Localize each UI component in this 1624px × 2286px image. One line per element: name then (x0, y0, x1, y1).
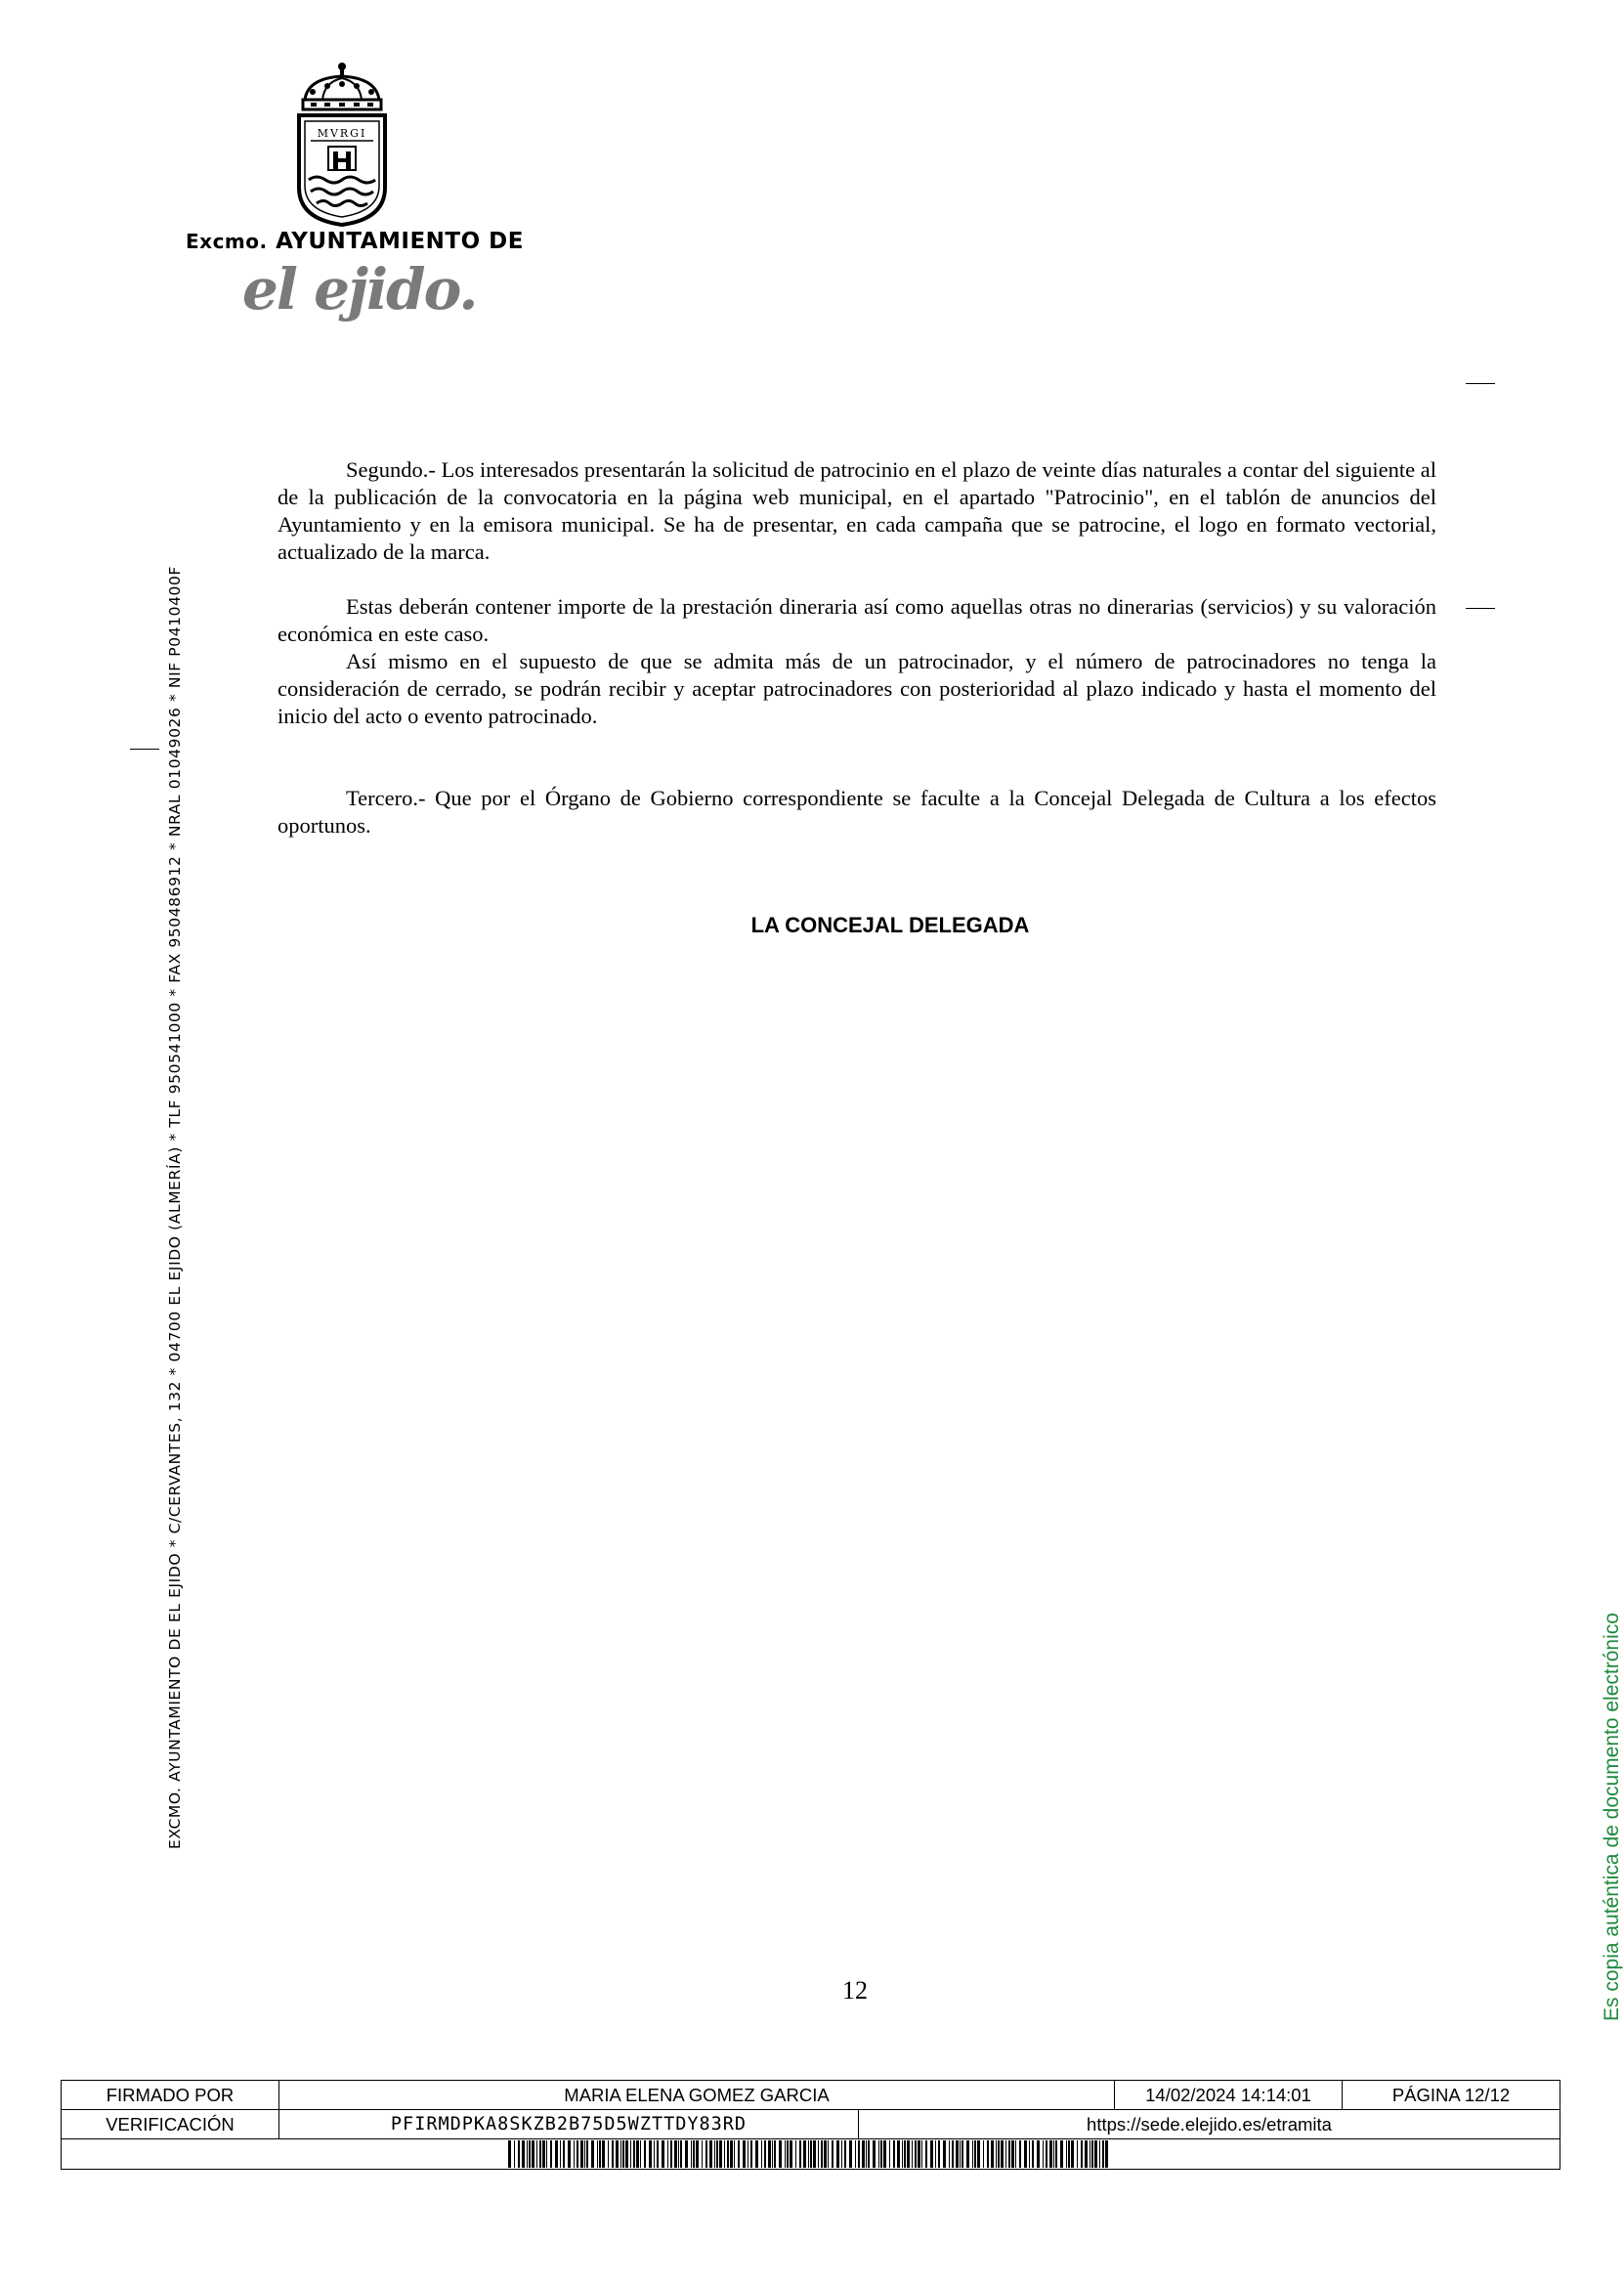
signer-name: MARIA ELENA GOMEZ GARCIA (279, 2081, 1115, 2110)
table-row (62, 2110, 1560, 2139)
right-margin-mark (1466, 608, 1495, 609)
barcode-icon (508, 2140, 1114, 2168)
paragraph-tercero: Tercero.- Que por el Órgano de Gobierno correspondiente se faculte a la Concejal Delegada de Cultura a los efectos oportunos. (278, 786, 1436, 838)
signature-title: LA CONCEJAL DELEGADA (750, 913, 1030, 937)
paragraph-asi-mismo: Así mismo en el supuesto de que se admita más de un patrocinador, y el número de patrocinadores no tenga la consideración de cerrado, se podrán recibir y aceptar patrocinadores con posterioridad al plazo indicado y hasta el momento del inicio del acto o evento patrocinado. (278, 649, 1436, 728)
barcode-cell (62, 2139, 1560, 2170)
side-margin-address: EXCMO. AYUNTAMIENTO DE EL EJIDO * C/CERVANTES, 132 * 04700 EL EJIDO (ALMERÍA) * TLF 950541000 * FAX 950486912 * NRAL 01049026 * NIF P0410400F (166, 566, 184, 1849)
brand-logotype: el ejido. (242, 256, 477, 323)
page-count: PÁGINA 12/12 (1343, 2081, 1560, 2110)
excmo-label: Excmo. (186, 230, 268, 253)
table-row (62, 2081, 1560, 2110)
document-body (278, 456, 1436, 840)
table-row (62, 2139, 1560, 2170)
signature-verification-table (61, 2080, 1560, 2170)
ayuntamiento-label: AYUNTAMIENTO DE (276, 229, 524, 254)
firmado-label: FIRMADO POR (62, 2081, 279, 2110)
page-number: 12 (842, 1976, 868, 2005)
signature-date: 14/02/2024 14:14:01 (1115, 2081, 1343, 2110)
svg-text:MVRGI: MVRGI (317, 127, 367, 140)
left-margin-mark (130, 749, 159, 750)
coat-of-arms-icon (293, 61, 391, 227)
letterhead-logo (186, 61, 524, 354)
paragraph-estas: Estas deberán contener importe de la prestación dineraria así como aquellas otras no dinerarias (servicios) y su valoración económica en este caso. (278, 594, 1436, 646)
paragraph-segundo: Segundo.- Los interesados presentarán la solicitud de patrocinio en el plazo de veinte días naturales a contar del siguiente al de la publicación de la convocatoria en la página web municipal, en el apartado "Patrocinio", en el tablón de anuncios del Ayuntamiento y en la emisora municipal. Se ha de presentar, en cada campaña que se patrocine, el logo en formato vectorial, actualizado de la marca. (278, 457, 1436, 564)
verificacion-label: VERIFICACIÓN (62, 2110, 279, 2139)
authentic-copy-note: Es copia auténtica de documento electrónico (1601, 1613, 1623, 2021)
letterhead-title (186, 229, 524, 254)
verification-code: PFIRMDPKA8SKZB2B75D5WZTTDY83RD (279, 2110, 859, 2139)
verification-url[interactable]: https://sede.elejido.es/etramita (859, 2110, 1560, 2139)
right-margin-mark (1466, 383, 1495, 384)
